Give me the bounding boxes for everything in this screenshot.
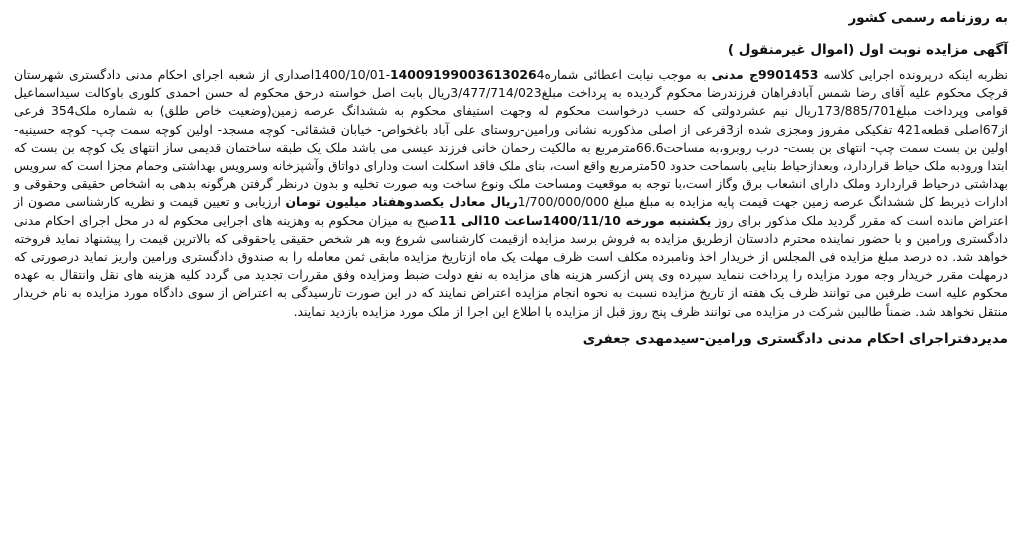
notice-body: [14, 66, 1008, 321]
price-in-words: ریال معادل یکصدوهفتاد میلیون تومان: [285, 194, 518, 210]
signature: مدیردفتراجرای احکام مدنی دادگستری ورامین-سیدمهدی جعفری: [582, 330, 1008, 347]
body-part-5: صبح به میزان محکوم به وهزینه های اجرایی محکوم له در محل اجرای احکام مدنی دادگستری ورامین و با حضور نماینده محترم دادستان ازطریق مزایده به فروش برسد مزایده ازقیمت کارشناسی شروع وبه هر شخص حقیقی یاحقوقی که بالاترین قیمت را پیشنهاد نماید فروخته خواهد شد. ده درصد مبلغ مزایده فی المجلس از خریدار اخذ ونامبرده مکلف است ظرف مهلت یک ماه ازتاریخ مزایده مابقی ثمن معامله را به صندوق دادگستری ورامین واریز نماید درصورتی که درمهلت مقرر خریدار وجه مورد مزایده را پرداخت ننماید سپرده وی پس ازکسر هزینه های مزایده به نفع دولت ضبط ومزایده وفق مقررات تجدید می گردد کلیه هزینه های نقل وانتقال به عهده محکوم علیه است طرفین می توانند ظرف یک هفته از تاریخ مزایده نسبت به نحوه انجام مزایده اعتراض نمایند که در این صورت تارسیدگی به اعتراض از سوی دادگاه مورد مزایده به نام خریدار منتقل نخواهد شد. ضمناً طالبین شرکت در مزایده می توانند ظرف پنج روز قبل از مزایده با اطلاع این اجرا از ملک مورد مزایده بازدید نمایند.: [14, 212, 1008, 319]
case-number: 9901453ج مدنی: [711, 67, 819, 82]
body-part-2: به موجب نیابت اعطائی شماره: [544, 67, 712, 82]
reference-number: 14009199003613026: [390, 67, 537, 82]
auction-date-time: یکشنبه مورخه 1400/11/10ساعت 10الی 11: [439, 212, 712, 228]
newspaper-name: به روزنامه رسمی کشور: [848, 10, 1008, 26]
body-part-4: ارزیابی و تعیین قیمت و نظریه کارشناسی مصون از اعتراض مانده است که مقرر گردید ملک مذکور برای روز: [14, 194, 1009, 228]
body-part-1: نظربه اینکه درپرونده اجرایی کلاسه: [818, 67, 1008, 82]
notice-title: آگهی مزایده نوبت اول (اموال غیرمنقول ): [727, 42, 1008, 58]
body-part-3: 4-1400/10/01اصداری از شعبه اجرای احکام مدنی دادگستری شهرستان قرچک محکوم علیه آقای رضا شمس آبادفراهان فرزندرضا محکوم گردیده به پرداخت مبلغ3/477/714/023ریال بابت اصل خواسته درحق محکوم له حسن احمدی کلوری باوکالت سیداسماعیل قوامی وپرداخت مبلغ173/885/701ریال نیم عشردولتی که حسب درخواست محکوم له وجهت استیفای محکوم به ششدانگ عرصه زمین(وضعیت خاص طلق) به شماره ملک354 فرعی از67اصلی قطعه421 تفکیکی مفروز ومجزی شده از3فرعی از اصلی مذکوربه نشانی ورامین-روستای علی آباد باغخواص- خیابان قشقائی- کوچه مسجد- اولین کوچه سمت چپ- کوچه حسینیه- اولین بن بست سمت چپ- انتهای بن بست- درب روبرو،به مساحت66.6مترمربع به مالکیت رحمان خانی فرزند عیسی می باشد ملک یک طبقه ساختمان قدیمی ساز انتهای یک کوچه بن بست که ابتدا ورودبه ملک حیاط قراردارد، وبعدازحیاط بنایی باسماحت حدود 50مترمربع واقع است، بنای ملک فاقد اسکلت است ودارای دواتاق وآشپزخانه وسرویس بهداشتی وحمام مجزا است که سرویس بهداشتی درحیاط قراردارد وملک دارای انشعاب برق وگاز است،با توجه به موقعیت ومساحت ملک ونوع ساخت وبه صورت تخلیه و بدون درنظر گرفتن هرگونه بدهی به اشخاص حقیقی وحقوقی و ادارات ذیربط کل ششدانگ عرصه زمین جهت قیمت پایه مزایده به مبلغ مبلغ 1/700/000/000: [14, 67, 1008, 210]
